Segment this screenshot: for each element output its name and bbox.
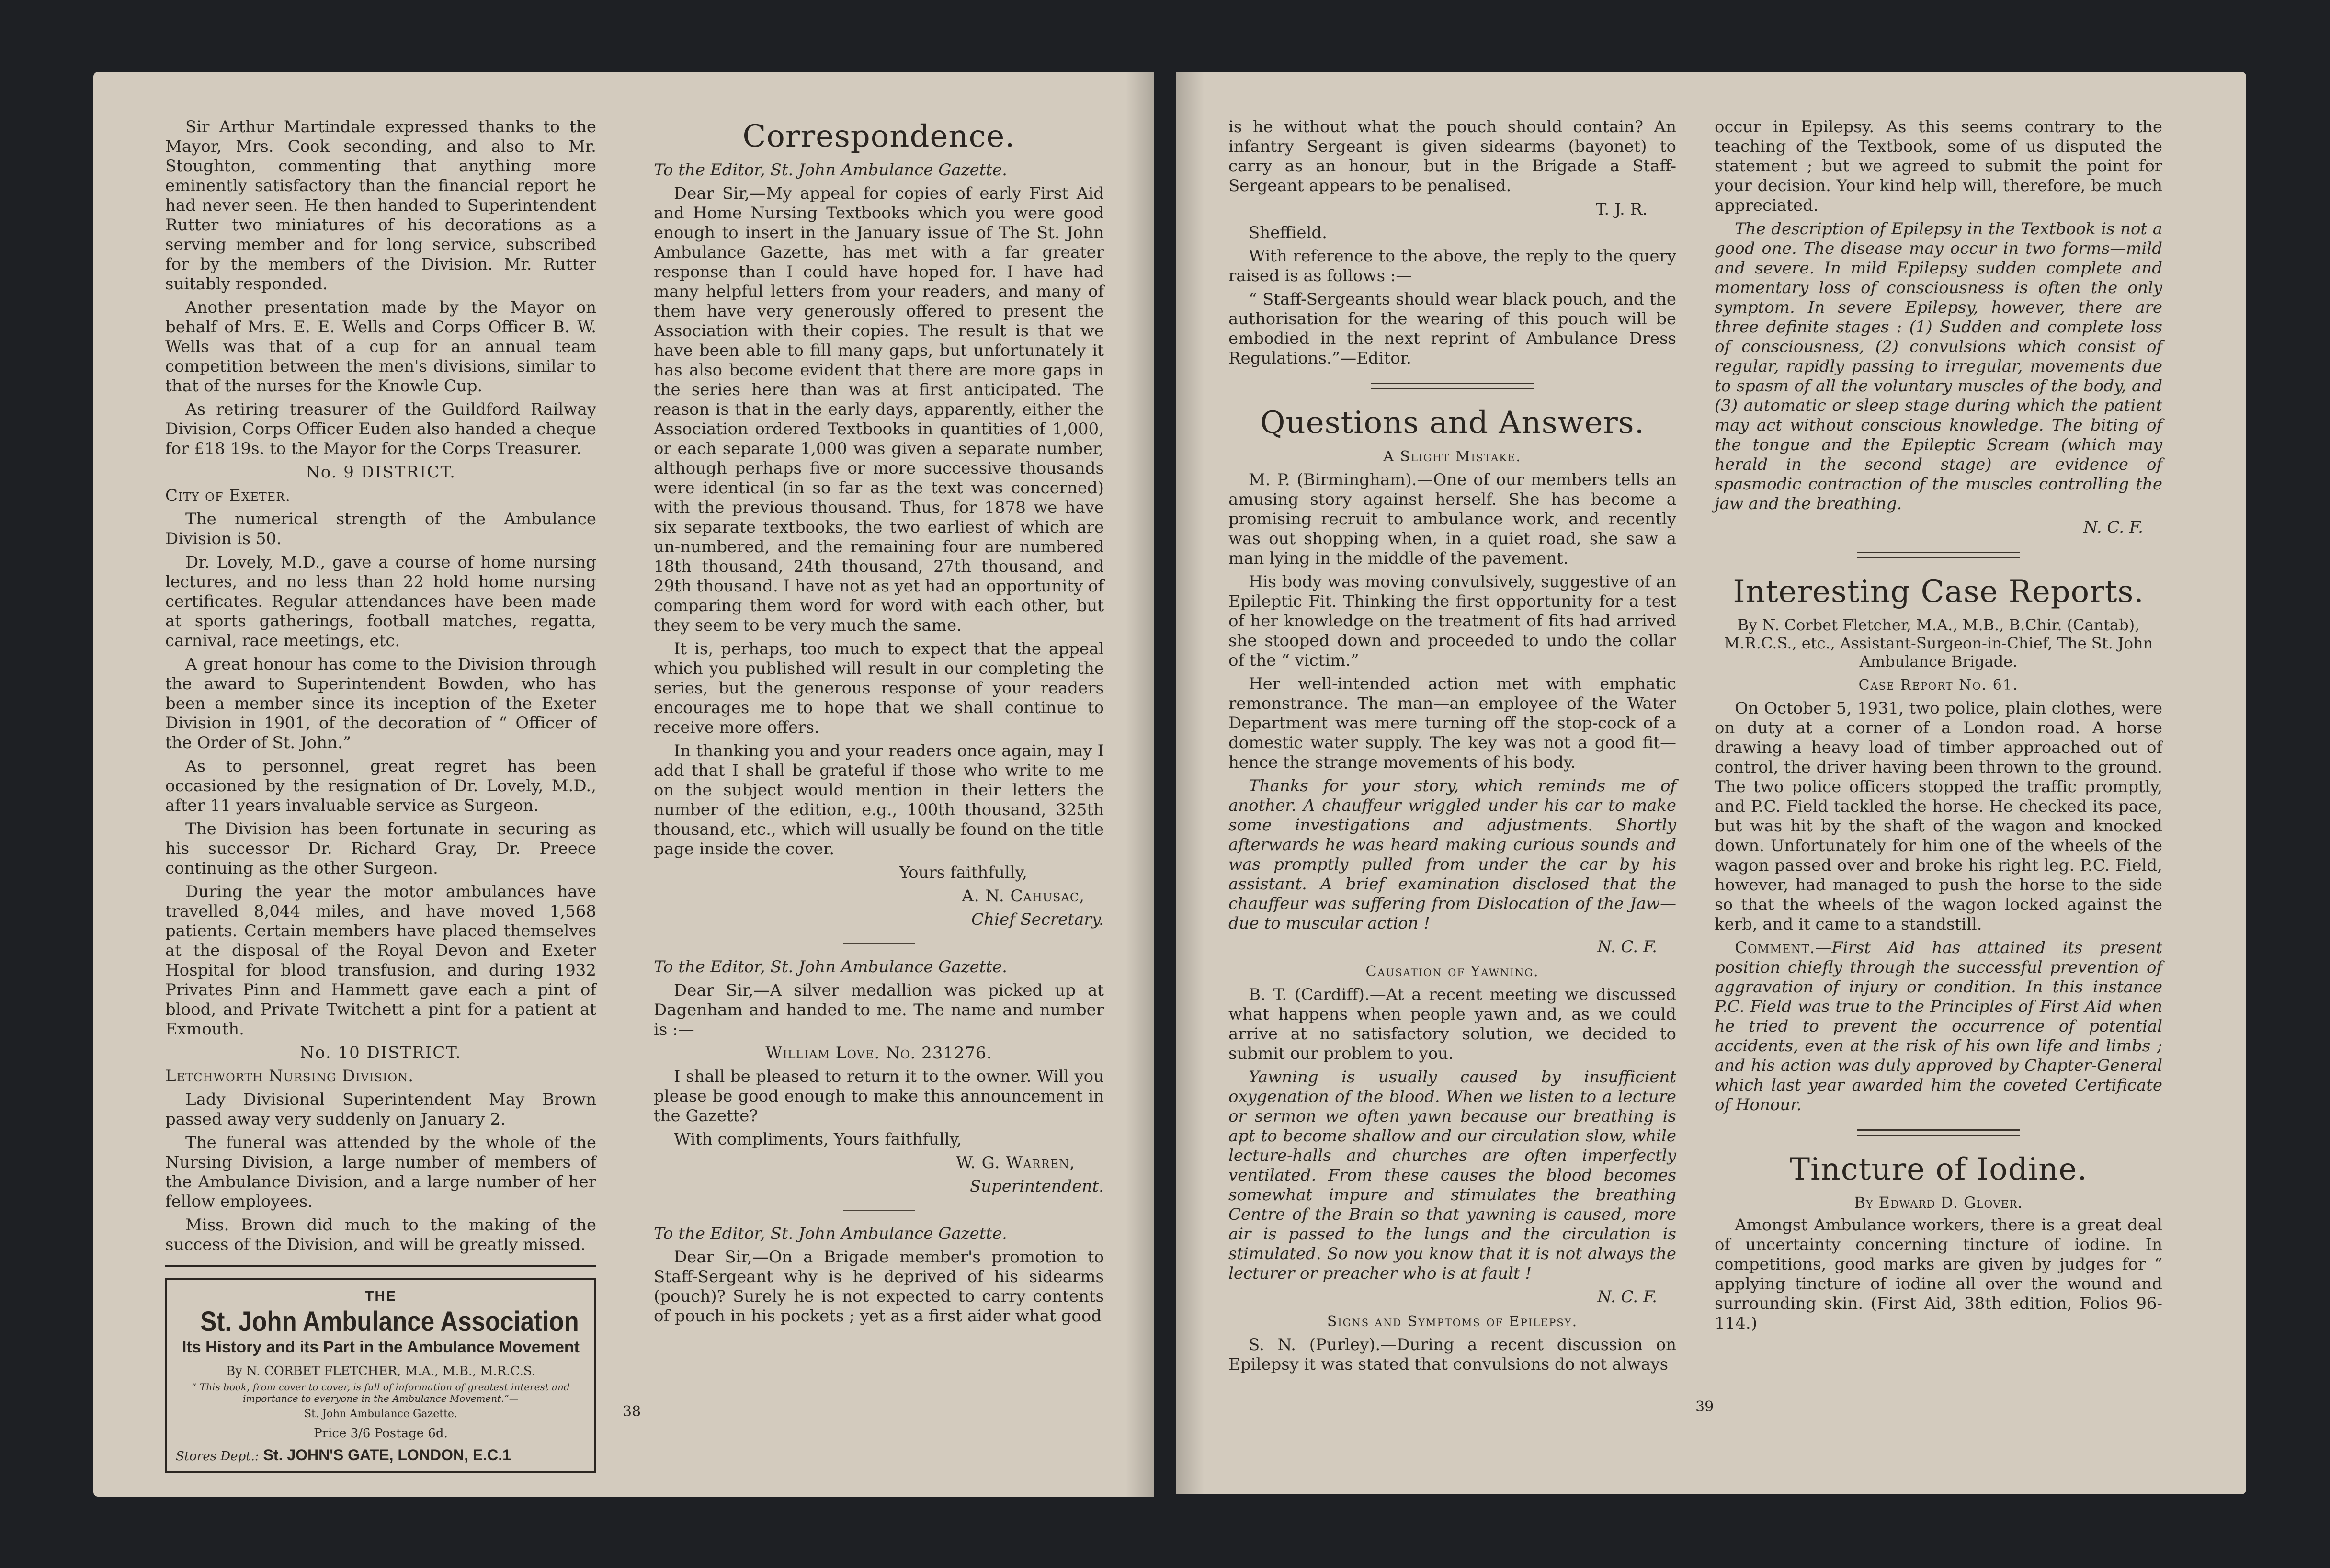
paragraph: The numerical strength of the Ambulance Division is 50. [165, 510, 596, 548]
letter-address: To the Editor, St. John Ambulance Gazette. [654, 957, 1007, 977]
paragraph: Miss. Brown did much to the making of the success of the Division, and will be greatly missed. [165, 1216, 596, 1254]
ad-subtitle: Its History and its Part in the Ambulance Movement [182, 1338, 580, 1356]
gutter-shadow [1176, 72, 1205, 1494]
ad-quote-source: St. John Ambulance Gazette. [304, 1408, 457, 1420]
letter-signature: A. N. Cahusac, [962, 886, 1085, 906]
page-number: 39 [1695, 1398, 1714, 1415]
gutter-shadow [1125, 72, 1154, 1497]
paragraph: Another presentation made by the Mayor on behalf of Mrs. E. E. Wells and Corps Officer B. W. Wells was that of a cup for an annual team competition between the men's divisions, similar to that of the nurses for the Knowle Cup. [165, 298, 596, 396]
divider [843, 943, 915, 944]
section-title: Questions and Answers. [1260, 405, 1645, 441]
comment-text: —First Aid has attained its present position chiefly through the successful prevention of aggravation of injury or condition. In this instance P.C. Field was true to the Principles of First Aid when he tried to prevent the occurrence of potential accidents, even at the risk of his own life and limbs ; and his action was duly approved by Chapter-General which last year awarded him the coveted Certificate of Honour. [1715, 938, 2162, 1114]
byline: By N. Corbet Fletcher, M.A., M.B., B.Chir. (Cantab), M.R.C.S., etc., Assistant-Surgeon-in-Chief, The St. John Ambulance Brigade. [1724, 616, 2153, 670]
paragraph: With compliments, Yours faithfully, [674, 1130, 962, 1149]
paragraph: “ Staff-Sergeants should wear black pouch, and the authorisation for the wearing of this pouch will be embodied in the next reprint of Ambulance Dress Regulations.”—Editor. [1228, 290, 1676, 368]
paragraph: As retiring treasurer of the Guildford Railway Division, Corps Officer Euden also handed a cheque for £18 19s. to the Mayor for the Corps Treasurer. [165, 400, 596, 458]
ad-the: THE [365, 1288, 397, 1304]
letter-signature: W. G. Warren, [956, 1153, 1075, 1172]
right-column [1715, 117, 2162, 1337]
ad-stores-label: Stores Dept.: [176, 1449, 259, 1464]
paragraph: Dear Sir,—On a Brigade member's promotion to Staff-Sergeant why is he deprived of his sidearms (pouch)? Surely he is not expected to carry contents of pouch in his pockets ; yet as a first aider what good [654, 1248, 1104, 1326]
district-heading: No. 9 DISTRICT. [306, 463, 456, 482]
paragraph: Amongst Ambulance workers, there is a great deal of uncertainty concerning tincture of iodine. In competitions, good marks are given by judges for “ applying tincture of iodine all over the wound and surrounding skin. (First Aid, 38th edition, Folios 96-114.) [1715, 1216, 2162, 1333]
section-title: Tincture of Iodine. [1789, 1152, 2088, 1187]
answer-signature: N. C. F. [1597, 937, 1657, 956]
paragraph: Dr. Lovely, M.D., gave a course of home nursing lectures, and no less than 22 hold home nursing certificates. Regular attendances have been made at sports gatherings, football matches, regatta, carnival, race meetings, etc. [165, 553, 596, 650]
letter-role: Superintendent. [969, 1177, 1104, 1196]
left-column [165, 117, 596, 1473]
book-advertisement [165, 1278, 596, 1473]
letter-address: To the Editor, St. John Ambulance Gazette. [654, 1224, 1007, 1243]
subheading: Letchworth Nursing Division. [165, 1067, 414, 1086]
comment-paragraph [1715, 938, 2162, 1115]
letter-closing: Yours faithfully, [899, 863, 1027, 882]
ad-author: By N. CORBET FLETCHER, M.A., M.B., M.R.C.S. [226, 1364, 535, 1378]
answer-paragraph: Thanks for your story, which reminds me of another. A chauffeur wriggled under his car to make some investigations and adjustments. Shortly afterwards he was heard making curious sounds and was promptly pulled from under the car by his assistant. A brief examination disclosed that the chauffeur was suffering from Dislocation of the Jaw—due to muscular action ! [1228, 776, 1676, 933]
divider [1371, 383, 1534, 389]
byline: By Edward D. Glover. [1854, 1193, 2023, 1212]
paragraph: Dear Sir,—My appeal for copies of early First Aid and Home Nursing Textbooks which you were good enough to insert in the January issue of The St. John Ambulance Gazette, has met with a far greater response than I could have hoped for. I have had many helpful letters from your readers, and many of them have very generously offered to present the Association with their copies. The result is that we have been able to fill many gaps, but unfortunately it has also become evident that there are more gaps in the series here than was at first anticipated. The reason is that in the early days, apparently, either the Association ordered Textbooks in quantities of 1,000, or each separate 1,000 was given a separate number, although perhaps five or more successive thousands were identical (in so far as the text was concerned) with the previous thousand. Thus, for 1878 we have six separate textbooks, the two earliest of which are un-numbered, and the remaining four are numbered 18th thousand, 24th thousand, 27th thousand, and 29th thousand. I have not as yet had an opportunity of comparing them word for word with each other, but they seem to be very much the same. [654, 184, 1104, 635]
section-title: Correspondence. [742, 119, 1015, 154]
ad-stores [176, 1445, 586, 1466]
paragraph: Sir Arthur Martindale expressed thanks to the Mayor, Mrs. Cook seconding, and also to Mr. Stoughton, commenting that anything more eminently satisfactory than the financial report he had never seen. He then handed to Superintendent Rutter two miniatures of his decorations as a serving member and for long service, subscribed for by the members of the Division. Mr. Rutter suitably responded. [165, 117, 596, 294]
left-page [93, 72, 1154, 1497]
paragraph: is he without what the pouch should contain? An infantry Sergeant is given sidearms (bayonet) to carry as an honour, but in the Brigade a Staff-Sergeant appears to be penalised. [1228, 117, 1676, 195]
ad-quote: “ This book, from cover to cover, is full of information of greatest interest and importance to everyone in the Ambulance Movement.”— [192, 1381, 570, 1404]
answer-signature: N. C. F. [2083, 518, 2143, 537]
left-column [1228, 117, 1676, 1378]
paragraph: occur in Epilepsy. As this seems contrary to the teaching of the Textbook, some of us disputed the statement ; but we agreed to submit the point for your decision. Your kind help will, therefore, be much appreciated. [1715, 117, 2162, 215]
paragraph: I shall be pleased to return it to the owner. Will you please be good enough to make this announcement in the Gazette? [654, 1067, 1104, 1125]
letter-place: Sheffield. [1249, 223, 1327, 242]
right-column [654, 117, 1104, 1330]
divider [1857, 552, 2020, 558]
paragraph: Her well-intended action met with emphatic remonstrance. The man—an employee of the Water Department was mere turning off the stop-cock of a domestic water supply. The key was not a good fit—hence the strange movements of his body. [1228, 674, 1676, 772]
comment-label: Comment. [1735, 938, 1816, 957]
medallion-item: William Love. No. 231276. [765, 1044, 992, 1063]
paragraph: In thanking you and your readers once again, may I add that I shall be grateful if those who write to me on the subject would mention in their letters the number of the edition, e.g., 100th thousand, 325th thousand, etc., which will usually be found on the title page inside the cover. [654, 741, 1104, 859]
paragraph: S. N. (Purley).—During a recent discussion on Epilepsy it was stated that convulsions do not always [1228, 1335, 1676, 1374]
district-heading: No. 10 DISTRICT. [300, 1043, 462, 1062]
ad-stores-address: St. JOHN'S GATE, LONDON, E.C.1 [263, 1446, 511, 1464]
paragraph: The funeral was attended by the whole of the Nursing Division, a large number of members of the Ambulance Division, and a large number of her fellow employees. [165, 1133, 596, 1211]
divider [165, 1265, 596, 1267]
subheading: City of Exeter. [165, 486, 291, 505]
right-page [1176, 72, 2246, 1494]
paragraph: It is, perhaps, too much to expect that the appeal which you published will result in our completing the series, but the generous response of your readers encourages me to hope that we shall continue to receive more offers. [654, 639, 1104, 737]
paragraph: A great honour has come to the Division through the award to Superintendent Bowden, who has been a member since its inception of the Exeter Division in 1901, of the decoration of “ Officer of the Order of St. John.” [165, 655, 596, 752]
paragraph: The Division has been fortunate in securing as his successor Dr. Richard Gray, Dr. Preece continuing as the other Surgeon. [165, 819, 596, 878]
divider [1857, 1129, 2020, 1136]
letter-role: Chief Secretary. [971, 910, 1104, 929]
letter-address: To the Editor, St. John Ambulance Gazette. [654, 160, 1007, 180]
paragraph: His body was moving convulsively, suggestive of an Epileptic Fit. Thinking the first opportunity for a test of her knowledge on the treatment of fits had arrived she stooped down and proceeded to undo the collar of the “ victim.” [1228, 572, 1676, 670]
case-heading: Case Report No. 61. [1858, 677, 2019, 693]
ad-title: St. John Ambulance Association [200, 1306, 579, 1337]
answer-signature: N. C. F. [1597, 1287, 1657, 1307]
paragraph: During the year the motor ambulances have travelled 8,044 miles, and have moved 1,568 patients. Certain members have placed themselves at the disposal of the Royal Devon and Exeter Hospital for blood transfusion, and during 1932 Privates Pinn and Hammett gave each a pint of blood, and Private Twitchett a pint for a patient at Exmouth. [165, 882, 596, 1039]
answer-paragraph: The description of Epilepsy in the Textbook is not a good one. The disease may occur in two forms—mild and severe. In mild Epilepsy sudden complete and momentary loss of consciousness is often the only symptom. In severe Epilepsy, however, there are three definite stages : (1) Sudden and complete loss of consciousness, (2) convulsions which consist of regular, rapidly passing to irregular, movements due to spasm of all the voluntary muscles of the body, and (3) automatic or sleep stage during which the patient may act without conscious knowledge. The biting of the tongue and the Epileptic Scream (which may herald in the second stage) are evidence of spasmodic contraction of the muscles controlling the jaw and the breathing. [1715, 219, 2162, 513]
section-title: Interesting Case Reports. [1733, 574, 2144, 610]
paragraph: Dear Sir,—A silver medallion was picked up at Dagenham and handed to me. The name and number is :— [654, 981, 1104, 1039]
paragraph: Lady Divisional Superintendent May Brown passed away very suddenly on January 2. [165, 1090, 596, 1129]
page-number: 38 [623, 1403, 641, 1420]
divider [843, 1210, 915, 1211]
paragraph: On October 5, 1931, two police, plain clothes, were on duty at a corner of a London road. A horse drawing a heavy load of timber approached out of control, the driver having been thrown to the ground. The two police officers stopped the traffic promptly, and P.C. Field tackled the horse. He checked its pace, but was hit by the shaft of the wagon and knocked down. Unfortunately for him one of the wheels of the wagon passed over and broke his right leg. P.C. Field, however, had managed to push the horse to the side so that the wheels of the wagon locked against the kerb, and it came to a standstill. [1715, 699, 2162, 934]
question-heading: Causation of Yawning. [1365, 963, 1539, 980]
paragraph: As to personnel, great regret has been occasioned by the resignation of Dr. Lovely, M.D., after 11 years invaluable service as Surgeon. [165, 757, 596, 815]
answer-paragraph: Yawning is usually caused by insufficient oxygenation of the blood. When we listen to a lecture or sermon we often yawn because our breathing is apt to become shallow and our circulation slow, while lecture-halls and churches are often imperfectly ventilated. From these causes the blood becomes somewhat impure and stimulates the breathing Centre of the Brain so that yawning is caused, more air is passed to the lungs and the circulation is stimulated. So now you know that it is not always the lecturer or preacher who is at fault ! [1228, 1068, 1676, 1283]
paragraph: With reference to the above, the reply to the query raised is as follows :— [1228, 247, 1676, 285]
ad-price: Price 3/6 Postage 6d. [314, 1426, 448, 1441]
question-heading: A Slight Mistake. [1383, 448, 1522, 465]
paragraph: B. T. (Cardiff).—At a recent meeting we discussed what happens when people yawn and, as we could arrive at no satisfactory solution, we decided to submit our problem to you. [1228, 985, 1676, 1063]
paragraph: M. P. (Birmingham).—One of our members tells an amusing story against herself. She has become a promising recruit to ambulance work, and recently was out shopping when, in a quiet road, she saw a man lying in the middle of the pavement. [1228, 470, 1676, 568]
letter-signature: T. J. R. [1595, 200, 1648, 219]
question-heading: Signs and Symptoms of Epilepsy. [1327, 1313, 1578, 1330]
